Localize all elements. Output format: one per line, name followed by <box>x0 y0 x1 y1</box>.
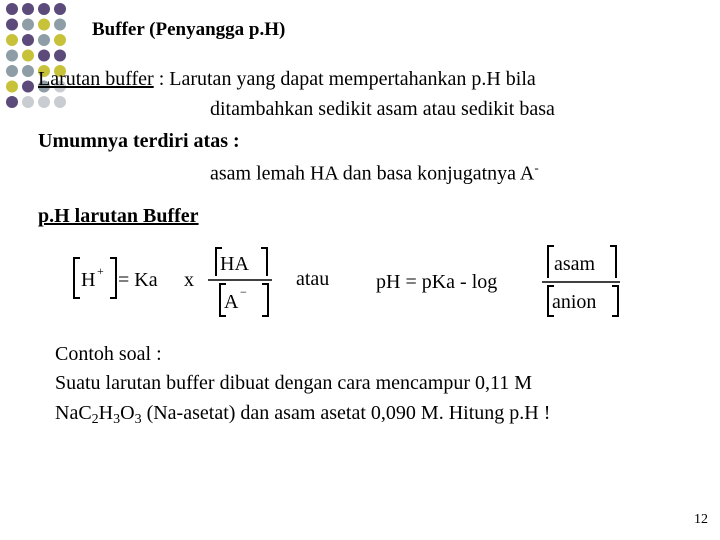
formula-na: Na <box>55 402 79 424</box>
decorative-dot <box>54 3 66 15</box>
atau-word: atau <box>296 268 330 290</box>
denominator-a: A <box>224 291 239 313</box>
decorative-dot <box>22 50 34 62</box>
formula-o: O <box>120 402 135 424</box>
decorative-dot <box>6 34 18 46</box>
equals-ka: = Ka <box>118 269 158 291</box>
decorative-dot <box>54 96 66 108</box>
term-larutan-buffer: Larutan buffer <box>38 68 154 90</box>
decorative-dot <box>22 81 34 93</box>
composition-heading: Umumnya terdiri atas : <box>38 130 240 152</box>
denominator-anion: anion <box>552 291 597 313</box>
h-symbol: H <box>81 269 96 291</box>
h-plus-sup: + <box>97 264 104 278</box>
ph-equation: pH = pKa - log <box>376 271 498 293</box>
sub-h: 3 <box>113 412 121 427</box>
decorative-dot <box>54 19 66 31</box>
decorative-dot <box>22 65 34 77</box>
bracket-anion-right <box>612 286 618 316</box>
composition-text <box>210 160 539 186</box>
decorative-dot <box>6 96 18 108</box>
definition-line-2: ditambahkan sedikit asam atau sedikit basa <box>210 98 555 120</box>
decorative-dot <box>6 19 18 31</box>
page-number: 12 <box>694 512 708 527</box>
definition-text-1: Larutan yang dapat mempertahankan p.H bila <box>169 68 536 90</box>
decorative-dot <box>22 96 34 108</box>
definition-line-1 <box>38 68 536 91</box>
composition-superscript: - <box>534 160 539 175</box>
decorative-dot <box>22 34 34 46</box>
decorative-dot <box>38 3 50 15</box>
sub-c: 2 <box>91 412 99 427</box>
numerator-asam: asam <box>554 253 596 275</box>
bracket-a-right <box>262 284 268 316</box>
example-heading: Contoh soal : <box>55 343 162 365</box>
decorative-dot <box>38 50 50 62</box>
example-line-1: Suatu larutan buffer dibuat dengan cara mencampur 0,11 M <box>55 372 533 394</box>
bracket-h-right <box>110 258 116 298</box>
a-minus-sup: − <box>240 285 247 299</box>
decorative-dot <box>6 81 18 93</box>
times-sign: x <box>184 269 194 291</box>
slide-title: Buffer (Penyangga p.H) <box>92 19 286 40</box>
decorative-dot <box>22 19 34 31</box>
formula-h: H <box>98 402 114 424</box>
decorative-dot <box>22 3 34 15</box>
decorative-dot <box>6 3 18 15</box>
definition-separator: : <box>153 68 170 90</box>
decorative-dot <box>54 50 66 62</box>
decorative-dot <box>38 19 50 31</box>
buffer-formula <box>60 236 660 326</box>
bracket-h-left <box>74 258 80 298</box>
bracket-asam-right <box>610 246 616 278</box>
formula-c: C <box>78 402 92 424</box>
bracket-ha-right <box>261 248 267 276</box>
example-line-2 <box>55 402 550 428</box>
sub-o: 3 <box>134 412 142 427</box>
decorative-dot <box>6 65 18 77</box>
numerator-ha: HA <box>220 253 249 275</box>
ph-heading: p.H larutan Buffer <box>38 205 199 227</box>
decorative-dot <box>54 34 66 46</box>
composition-line: asam lemah HA dan basa konjugatnya A <box>210 162 535 185</box>
decorative-dot-grid <box>0 0 100 110</box>
example-line-2-rest: (Na-asetat) dan asam asetat 0,090 M. Hitung p.H ! <box>141 402 551 424</box>
decorative-dot <box>6 50 18 62</box>
decorative-dot <box>38 34 50 46</box>
decorative-dot <box>38 96 50 108</box>
